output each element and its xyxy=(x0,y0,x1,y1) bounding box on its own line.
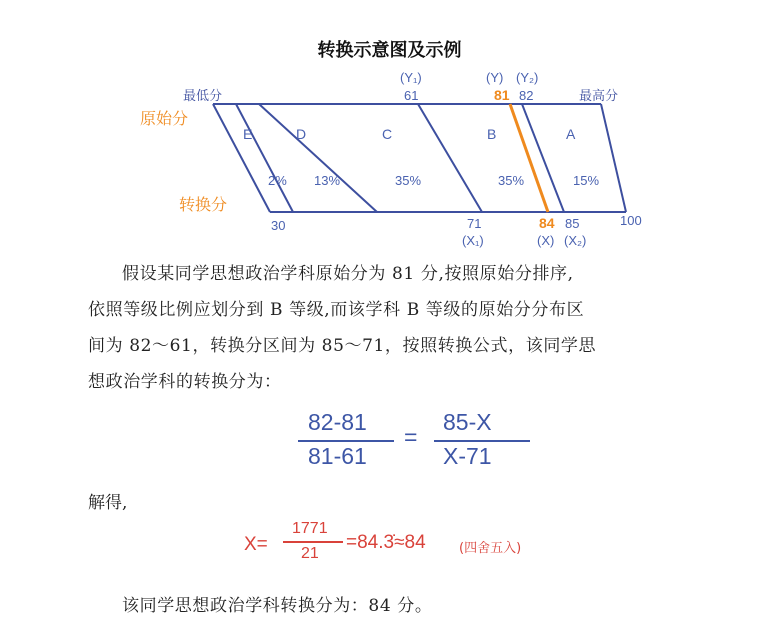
equation-right-denominator: X-71 xyxy=(443,443,492,469)
boundary-max xyxy=(601,104,626,212)
y1-symbol: (Y₁) xyxy=(400,70,422,85)
result-lhs: X= xyxy=(244,534,268,555)
y-symbol: (Y) xyxy=(486,70,504,85)
page-title: 转换示意图及示例 xyxy=(317,40,462,61)
equation-left-bar xyxy=(298,440,394,442)
y2-symbol: (Y₂) xyxy=(516,70,539,85)
conv-84: 84 xyxy=(539,215,555,231)
paragraph-line: 依照等级比例应划分到 B 等级,而该学科 B 等级的原始分分布区 xyxy=(88,300,585,320)
paragraph-line: 假设某同学思想政治学科原始分为 81 分,按照原始分排序, xyxy=(122,264,574,284)
conv-30: 30 xyxy=(271,218,286,233)
percent-c: 35% xyxy=(395,173,422,188)
conv-71: 71 xyxy=(467,216,482,231)
grade-e: E xyxy=(243,126,253,142)
grade-a: A xyxy=(566,126,576,142)
boundary-d-c xyxy=(259,104,377,212)
grade-b: B xyxy=(487,126,497,142)
equation-equals: = xyxy=(404,424,418,450)
conv-85: 85 xyxy=(565,216,580,231)
boundary-min xyxy=(213,104,270,212)
equation-right-bar xyxy=(434,440,530,442)
x2-symbol: (X₂) xyxy=(564,233,587,248)
boundary-c-b xyxy=(418,104,482,212)
conclusion: 该同学思想政治学科转换分为：84 分。 xyxy=(122,596,433,616)
conv-100: 100 xyxy=(620,213,642,228)
result-denominator: 21 xyxy=(301,545,319,562)
paragraph-line: 想政治学科的转换分为： xyxy=(88,372,282,392)
result-fraction-bar xyxy=(283,541,343,543)
equation-left-denominator: 81-61 xyxy=(308,443,367,469)
converted-score-label: 转换分 xyxy=(179,197,228,214)
conversion-diagram xyxy=(0,0,779,250)
raw-81: 81 xyxy=(494,87,510,103)
percent-a: 15% xyxy=(573,173,600,188)
equation-left-numerator: 82-81 xyxy=(308,409,367,435)
raw-score-label: 原始分 xyxy=(140,111,189,128)
percent-b: 35% xyxy=(498,173,525,188)
percent-e: 2% xyxy=(268,173,287,188)
result-numerator: 1771 xyxy=(292,520,328,537)
min-score-label: 最低分 xyxy=(183,88,223,103)
result-rounding-note: (四舍五入) xyxy=(459,541,522,556)
grade-c: C xyxy=(382,126,393,142)
max-score-label: 最高分 xyxy=(579,88,619,103)
paragraph-line: 间为 82～61，转换分区间为 85～71，按照转换公式，该同学思 xyxy=(88,336,597,356)
paragraph-1 xyxy=(88,256,698,400)
boundary-e-d xyxy=(236,104,293,212)
raw-61: 61 xyxy=(404,88,419,103)
x1-symbol: (X₁) xyxy=(462,233,484,248)
x-symbol: (X) xyxy=(537,233,555,248)
grade-d: D xyxy=(296,126,307,142)
percent-d: 13% xyxy=(314,173,341,188)
raw-82: 82 xyxy=(519,88,534,103)
result-value: =84.3̇≈84 xyxy=(346,532,426,553)
solve-label: 解得, xyxy=(88,493,128,513)
equation-right-numerator: 85-X xyxy=(443,409,492,435)
